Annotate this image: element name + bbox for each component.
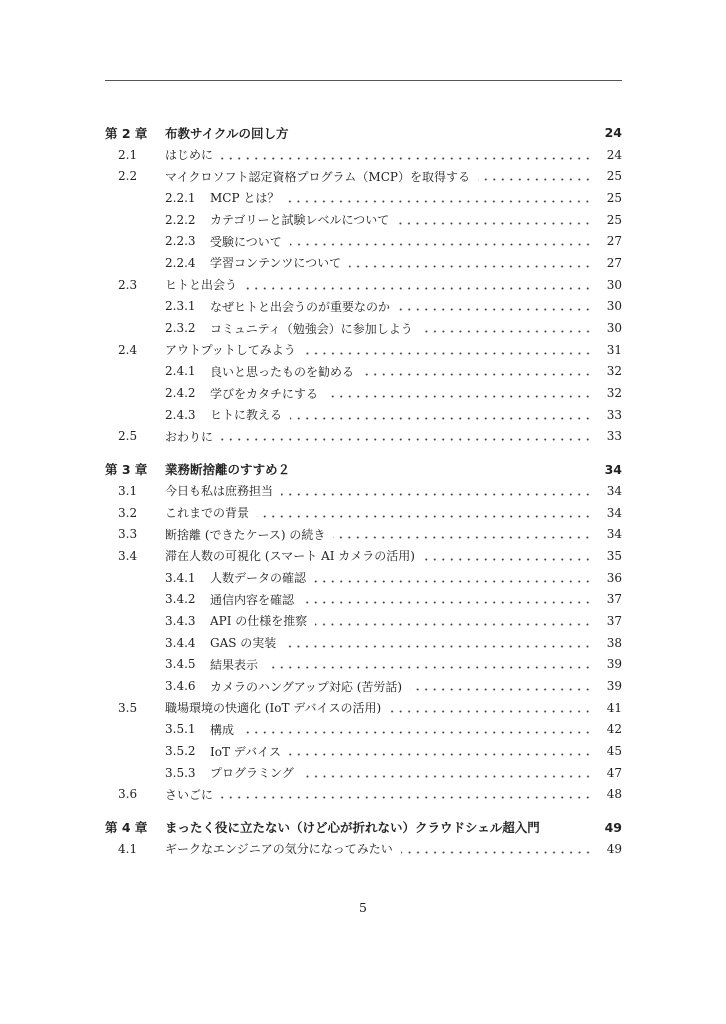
entry-title: なぜヒトと出会うのが重要なのか bbox=[210, 299, 391, 314]
entry-title: 構成 bbox=[210, 722, 235, 737]
entry-title: 業務断捨離のすすめ２ bbox=[165, 462, 291, 478]
entry-page: 30 bbox=[606, 321, 622, 336]
entry-number: 第 2 章 bbox=[105, 125, 148, 141]
entry-number: 3.2 bbox=[118, 505, 138, 520]
toc-subsection-entry[interactable] bbox=[105, 317, 622, 339]
entry-page: 36 bbox=[606, 570, 622, 585]
entry-page: 27 bbox=[606, 255, 622, 270]
entry-title: GAS の実装 bbox=[210, 636, 277, 651]
entry-page: 38 bbox=[606, 635, 622, 650]
dot-leader bbox=[548, 821, 592, 833]
entry-number: 2.2.4 bbox=[165, 255, 196, 270]
dot-leader bbox=[221, 149, 592, 161]
entry-title: ヒトに教える bbox=[210, 408, 283, 423]
page-number: 5 bbox=[359, 900, 367, 915]
toc-section-entry[interactable] bbox=[105, 523, 622, 545]
dot-leader bbox=[349, 257, 592, 269]
dot-leader bbox=[221, 430, 592, 442]
entry-page: 24 bbox=[604, 125, 622, 141]
entry-number: 3.5.1 bbox=[165, 722, 196, 737]
dot-leader bbox=[423, 550, 592, 562]
entry-title: マイクロソフト認定資格プログラム（MCP）を取得する bbox=[165, 169, 470, 184]
entry-title: プログラミング bbox=[210, 766, 294, 781]
entry-number: 3.1 bbox=[118, 483, 138, 498]
entry-page: 33 bbox=[606, 429, 622, 444]
header-rule bbox=[105, 80, 622, 81]
entry-title: 受験について bbox=[210, 234, 282, 249]
dot-leader bbox=[410, 680, 592, 692]
entry-page: 49 bbox=[604, 819, 622, 835]
dot-leader bbox=[284, 637, 592, 649]
toc-section-entry[interactable] bbox=[105, 480, 622, 502]
entry-page: 37 bbox=[606, 613, 622, 628]
dot-leader bbox=[389, 702, 592, 714]
entry-title: 結果表示 bbox=[210, 657, 259, 672]
dot-leader bbox=[289, 745, 592, 757]
entry-page: 34 bbox=[604, 461, 622, 477]
entry-title: 学びをカタチにする bbox=[210, 386, 319, 401]
toc-section-entry[interactable] bbox=[105, 697, 622, 719]
entry-title: 職場環境の快適化 (IoT デバイスの活用) bbox=[165, 701, 382, 716]
entry-title: 滞在人数の可視化 (スマート AI カメラの活用) bbox=[165, 549, 415, 564]
entry-page: 47 bbox=[606, 765, 622, 780]
entry-title: 良いと思ったものを勧める bbox=[210, 364, 355, 379]
entry-number: 3.3 bbox=[118, 527, 138, 542]
entry-page: 34 bbox=[606, 527, 622, 542]
toc-section-entry[interactable] bbox=[105, 165, 622, 187]
entry-number: 2.4 bbox=[118, 342, 138, 357]
entry-page: 42 bbox=[606, 722, 622, 737]
entry-number: 4.1 bbox=[118, 841, 138, 856]
entry-page: 25 bbox=[606, 212, 622, 227]
entry-page: 41 bbox=[606, 700, 622, 715]
entry-page: 30 bbox=[606, 299, 622, 314]
entry-number: 3.4.4 bbox=[165, 635, 196, 650]
entry-number: 3.4.5 bbox=[165, 657, 196, 672]
dot-leader bbox=[398, 300, 592, 312]
entry-number: 2.2.2 bbox=[165, 212, 196, 227]
entry-number: 2.1 bbox=[118, 147, 138, 162]
dot-leader bbox=[315, 615, 592, 627]
entry-title: おわりに bbox=[165, 429, 214, 444]
entry-title: カテゴリーと試験レベルについて bbox=[210, 213, 390, 228]
dot-leader bbox=[421, 322, 592, 334]
entry-number: 2.4.3 bbox=[165, 407, 196, 422]
dot-leader bbox=[245, 279, 592, 291]
toc-section-entry[interactable] bbox=[105, 144, 622, 166]
toc-subsection-entry[interactable] bbox=[105, 361, 622, 383]
toc-section-entry[interactable] bbox=[105, 502, 622, 524]
entry-number: 2.3.1 bbox=[165, 299, 196, 314]
entry-number: 3.5 bbox=[118, 700, 138, 715]
entry-number: 第 3 章 bbox=[105, 462, 148, 478]
dot-leader bbox=[314, 572, 592, 584]
entry-title: 布教サイクルの回し方 bbox=[165, 125, 289, 141]
entry-title: カメラのハングアップ対応 (苦労話) bbox=[210, 679, 403, 694]
entry-title: IoT デバイス bbox=[210, 744, 281, 759]
entry-page: 39 bbox=[606, 657, 622, 672]
entry-number: 3.4.3 bbox=[165, 613, 196, 628]
toc-subsection-entry[interactable] bbox=[105, 567, 622, 589]
dot-leader bbox=[478, 170, 592, 182]
toc-section-entry[interactable] bbox=[105, 784, 622, 806]
entry-page: 27 bbox=[606, 234, 622, 249]
entry-page: 34 bbox=[606, 505, 622, 520]
entry-number: 3.5.2 bbox=[165, 744, 196, 759]
toc-subsection-entry[interactable] bbox=[105, 588, 622, 610]
toc-chapter-entry[interactable] bbox=[105, 458, 622, 480]
entry-page: 30 bbox=[606, 277, 622, 292]
entry-title: コミュニティ（勉強会）に参加しよう bbox=[210, 321, 413, 336]
entry-page: 25 bbox=[606, 190, 622, 205]
dot-leader bbox=[266, 658, 592, 670]
dot-leader bbox=[333, 528, 592, 540]
toc-subsection-entry[interactable] bbox=[105, 719, 622, 741]
entry-title: さいごに bbox=[165, 787, 214, 802]
dot-leader bbox=[298, 463, 592, 475]
entry-number: 2.3 bbox=[118, 277, 138, 292]
entry-title: アウトプットしてみよう bbox=[165, 343, 296, 358]
toc-section-entry[interactable] bbox=[105, 274, 622, 296]
entry-number: 3.4.1 bbox=[165, 570, 196, 585]
dot-leader bbox=[304, 344, 592, 356]
toc-subsection-entry[interactable] bbox=[105, 654, 622, 676]
dot-leader bbox=[397, 214, 592, 226]
toc-subsection-entry[interactable] bbox=[105, 230, 622, 252]
dot-leader bbox=[242, 723, 592, 735]
dot-leader bbox=[297, 127, 592, 139]
dot-leader bbox=[290, 409, 592, 421]
entry-number: 3.4.2 bbox=[165, 592, 196, 607]
entry-page: 45 bbox=[606, 744, 622, 759]
dot-leader bbox=[257, 507, 592, 519]
dot-leader bbox=[290, 235, 592, 247]
table-of-contents bbox=[105, 122, 622, 860]
toc-subsection-entry[interactable] bbox=[105, 632, 622, 654]
entry-page: 35 bbox=[606, 548, 622, 563]
dot-leader bbox=[281, 485, 592, 497]
toc-subsection-entry[interactable] bbox=[105, 675, 622, 697]
toc-subsection-entry[interactable] bbox=[105, 610, 622, 632]
entry-title: 断捨離 (できたケース) の続き bbox=[165, 527, 326, 542]
entry-page: 32 bbox=[606, 364, 622, 379]
entry-title: 通信内容を確認 bbox=[210, 592, 295, 607]
toc-subsection-entry[interactable] bbox=[105, 762, 622, 784]
toc-chapter-entry[interactable] bbox=[105, 122, 622, 144]
entry-number: 2.3.2 bbox=[165, 321, 196, 336]
toc-subsection-entry[interactable] bbox=[105, 740, 622, 762]
toc-section-entry[interactable] bbox=[105, 545, 622, 567]
dot-leader bbox=[302, 593, 592, 605]
entry-number: 3.4 bbox=[118, 548, 138, 563]
toc-section-entry[interactable] bbox=[105, 426, 622, 448]
entry-number: 第 4 章 bbox=[105, 820, 148, 836]
toc-subsection-entry[interactable] bbox=[105, 209, 622, 231]
entry-page: 32 bbox=[606, 386, 622, 401]
toc-chapter-entry[interactable] bbox=[105, 816, 622, 838]
entry-page: 31 bbox=[606, 342, 622, 357]
entry-page: 48 bbox=[606, 787, 622, 802]
entry-page: 33 bbox=[606, 407, 622, 422]
entry-number: 2.2 bbox=[118, 169, 138, 184]
entry-title: MCP とは？ bbox=[210, 191, 280, 206]
toc-subsection-entry[interactable] bbox=[105, 382, 622, 404]
entry-page: 24 bbox=[606, 147, 622, 162]
entry-number: 2.4.1 bbox=[165, 364, 196, 379]
entry-number: 3.4.6 bbox=[165, 679, 196, 694]
entry-title: 今日も私は庶務担当 bbox=[165, 484, 274, 499]
toc-subsection-entry[interactable] bbox=[105, 187, 622, 209]
dot-leader bbox=[362, 365, 592, 377]
entry-page: 49 bbox=[606, 841, 622, 856]
dot-leader bbox=[221, 788, 592, 800]
entry-title: API の仕様を推察 bbox=[210, 614, 308, 629]
entry-number: 3.5.3 bbox=[165, 765, 196, 780]
entry-title: 人数データの確認 bbox=[210, 571, 307, 586]
entry-title: ヒトと出会う bbox=[165, 278, 238, 293]
entry-title: まったく役に立たない（けど心が折れない）クラウドシェル超入門 bbox=[165, 820, 540, 836]
dot-leader bbox=[401, 843, 592, 855]
entry-number: 2.2.3 bbox=[165, 234, 196, 249]
entry-page: 37 bbox=[606, 592, 622, 607]
entry-page: 25 bbox=[606, 169, 622, 184]
dot-leader bbox=[302, 767, 592, 779]
toc-subsection-entry[interactable] bbox=[105, 404, 622, 426]
entry-title: ギークなエンジニアの気分になってみたい bbox=[165, 842, 393, 857]
entry-number: 2.2.1 bbox=[165, 190, 196, 205]
dot-leader bbox=[326, 387, 592, 399]
entry-title: 学習コンテンツについて bbox=[210, 256, 342, 271]
dot-leader bbox=[287, 192, 592, 204]
entry-title: はじめに bbox=[165, 148, 214, 163]
entry-number: 2.5 bbox=[118, 429, 138, 444]
entry-title: これまでの背景 bbox=[165, 506, 250, 521]
entry-page: 34 bbox=[606, 483, 622, 498]
entry-number: 2.4.2 bbox=[165, 386, 196, 401]
toc-section-entry[interactable] bbox=[105, 339, 622, 361]
toc-subsection-entry[interactable] bbox=[105, 252, 622, 274]
entry-number: 3.6 bbox=[118, 787, 138, 802]
toc-subsection-entry[interactable] bbox=[105, 296, 622, 318]
toc-section-entry[interactable] bbox=[105, 838, 622, 860]
entry-page: 39 bbox=[606, 679, 622, 694]
